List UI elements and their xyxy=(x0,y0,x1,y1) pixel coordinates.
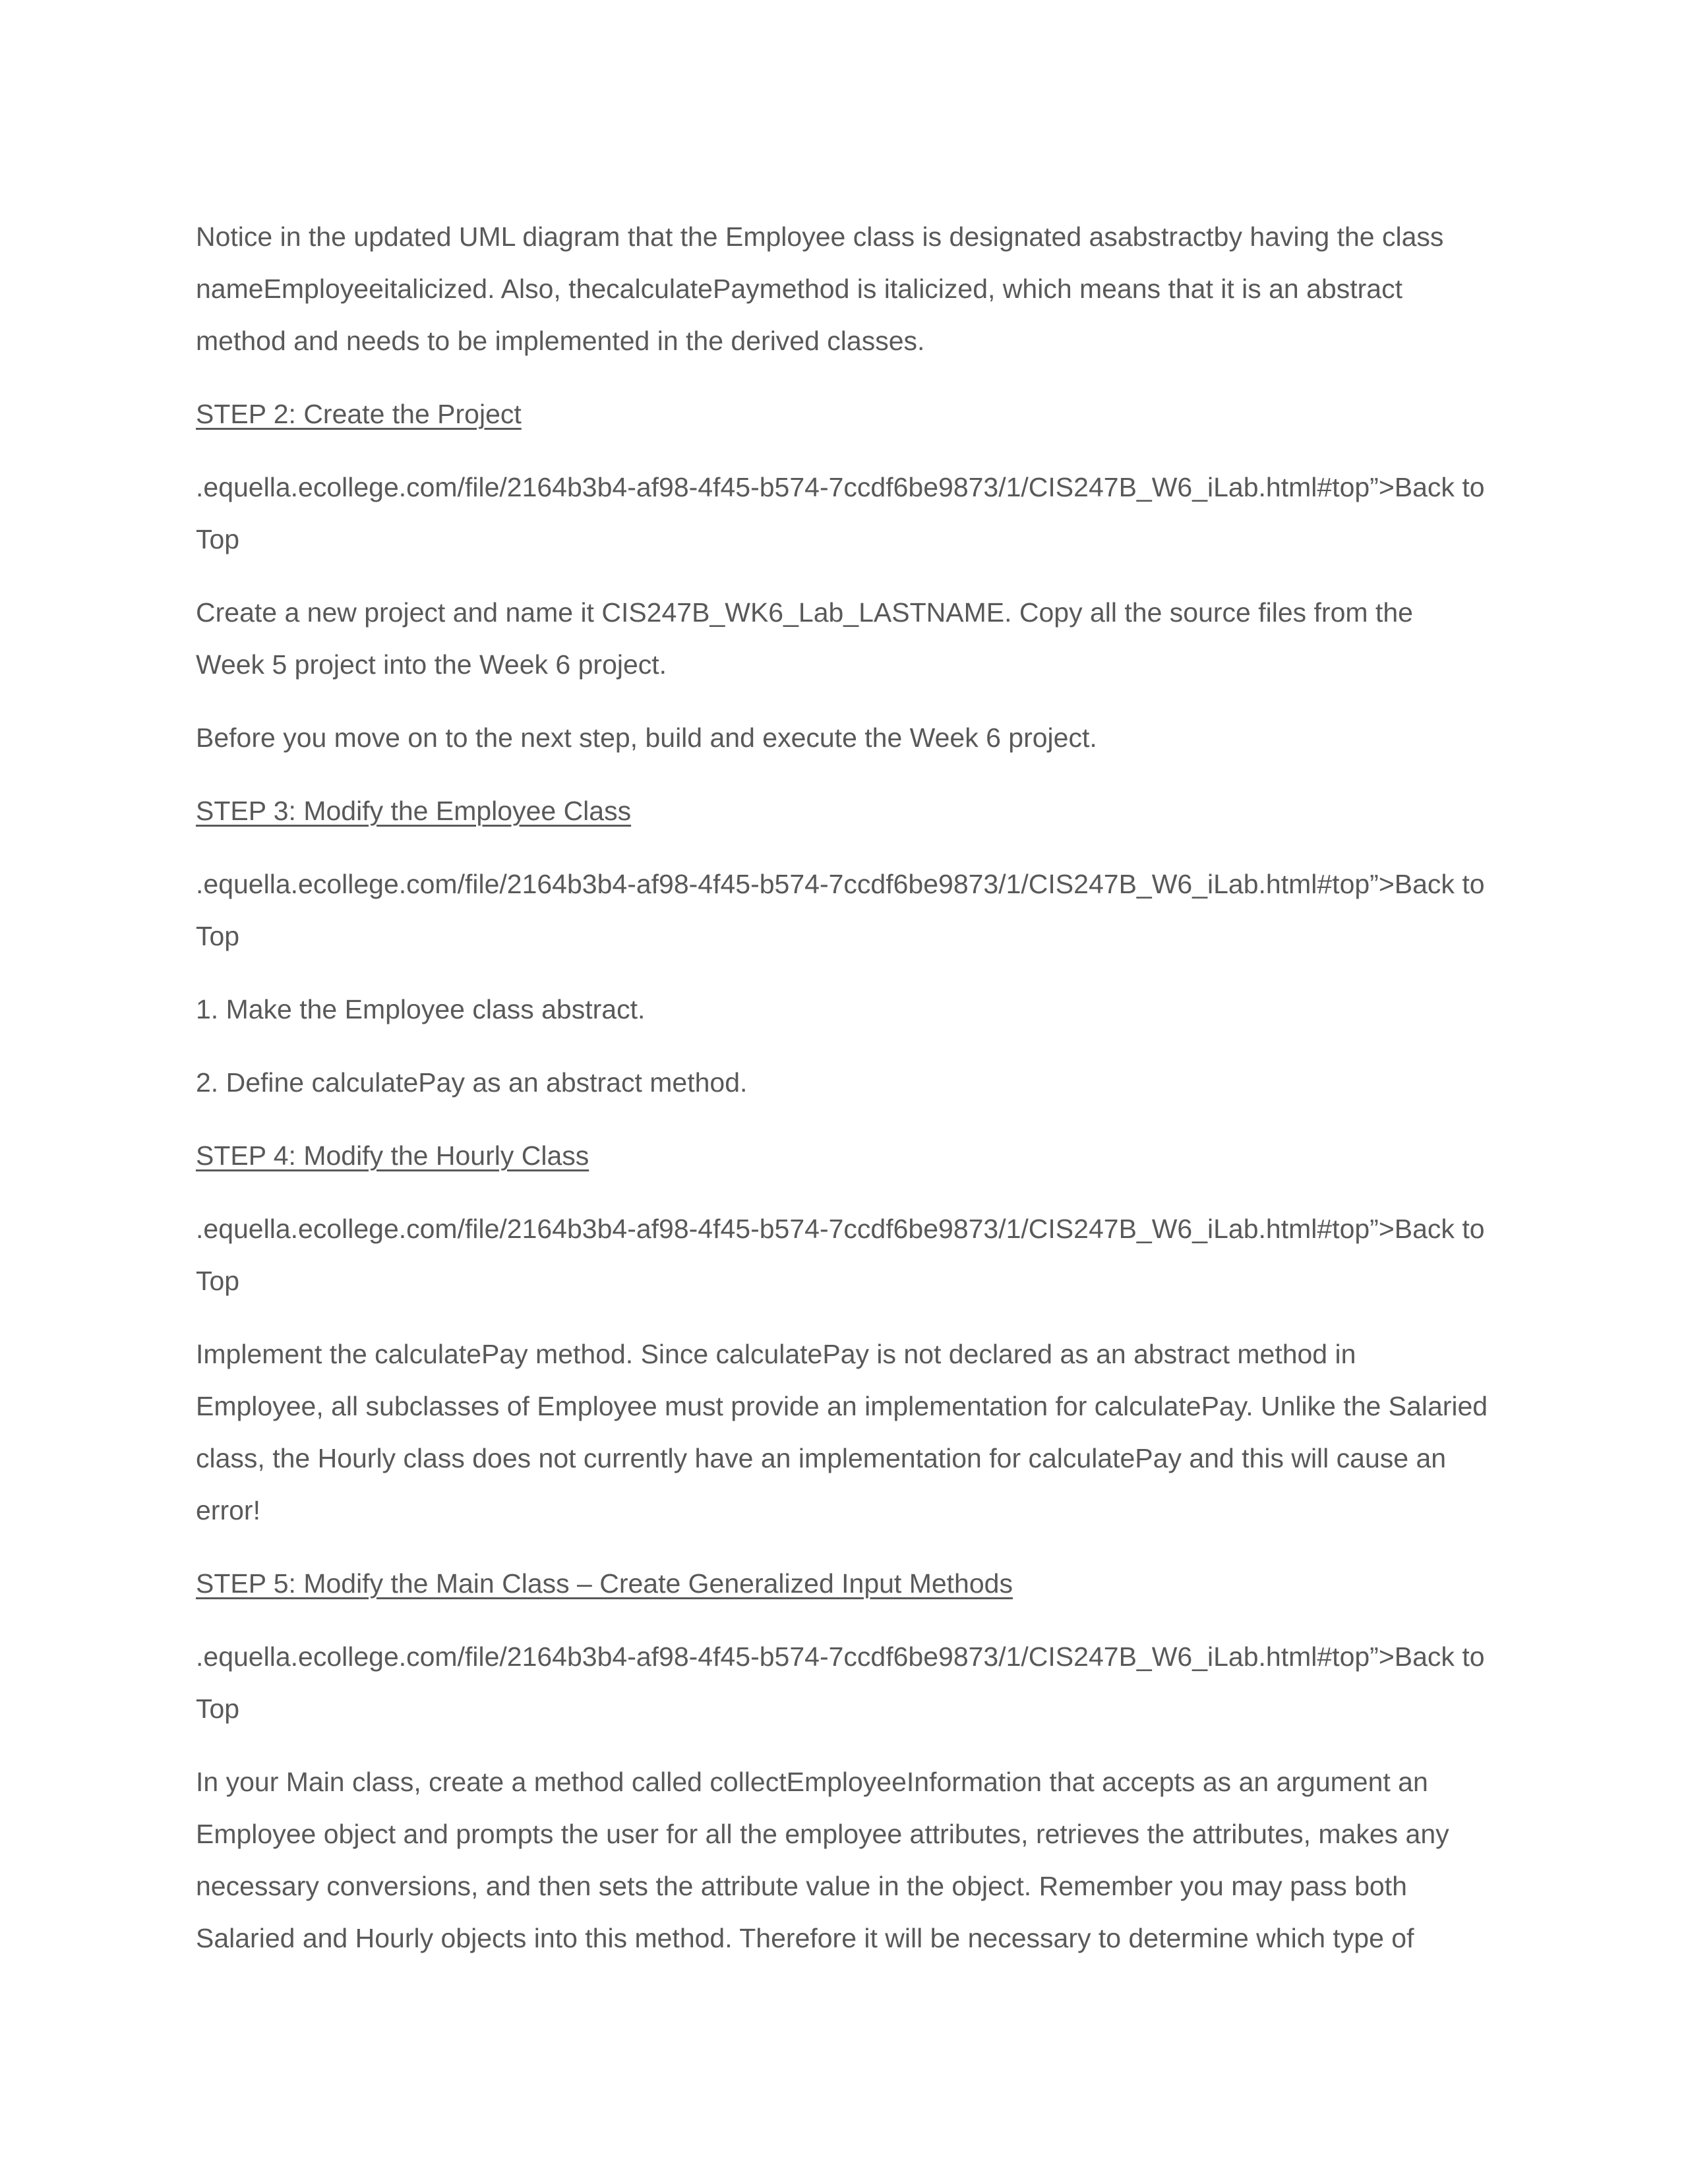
back-to-top-link[interactable]: .equella.ecollege.com/file/2164b3b4-af98-4f45-b574-7ccdf6be9873/1/CIS247B_W6_iLab.html#top”>Back to Top xyxy=(196,1214,1485,1296)
step-2-paragraph: Create a new project and name it CIS247B_WK6_Lab_LASTNAME. Copy all the source files from the Week 5 project into the Week 6 project. xyxy=(196,597,1413,680)
step-3-heading[interactable]: STEP 3: Modify the Employee Class xyxy=(196,796,632,826)
intro-paragraph: Notice in the updated UML diagram that the Employee class is designated asabstractby having the class nameEmployeeitalicized. Also, thecalculatePaymethod is italicized, which means that it is an abstract method and needs to be implemented in the derived classes. xyxy=(196,221,1444,356)
step-5-paragraph: In your Main class, create a method called collectEmployeeInformation that accepts as an argument an Employee object and prompts the user for all the employee attributes, retrieves the attributes, makes any necessary conversions, and then sets the attribute value in the object. Remember you may pass both Salaried and Hourly objects into this method. Therefore it will be necessary to determine which type of xyxy=(196,1767,1449,1953)
step-2-note: Before you move on to the next step, build and execute the Week 6 project. xyxy=(196,723,1097,753)
step-5-heading[interactable]: STEP 5: Modify the Main Class – Create Generalized Input Methods xyxy=(196,1568,1013,1599)
step-4-heading[interactable]: STEP 4: Modify the Hourly Class xyxy=(196,1140,589,1171)
back-to-top-link[interactable]: .equella.ecollege.com/file/2164b3b4-af98-4f45-b574-7ccdf6be9873/1/CIS247B_W6_iLab.html#top”>Back to Top xyxy=(196,869,1485,951)
document-body xyxy=(196,211,1488,1986)
back-to-top-link[interactable]: .equella.ecollege.com/file/2164b3b4-af98-4f45-b574-7ccdf6be9873/1/CIS247B_W6_iLab.html#top”>Back to Top xyxy=(196,472,1485,554)
step-3-list-item-1: 1. Make the Employee class abstract. xyxy=(196,994,646,1024)
step-3-list-item-2: 2. Define calculatePay as an abstract method. xyxy=(196,1067,748,1098)
step-4-paragraph: Implement the calculatePay method. Since calculatePay is not declared as an abstract method in Employee, all subclasses of Employee must provide an implementation for calculatePay. Unlike the Salaried class, the Hourly class does not currently have an implementation for calculatePay and this will cause an error! xyxy=(196,1339,1488,1525)
step-2-heading[interactable]: STEP 2: Create the Project xyxy=(196,399,522,429)
back-to-top-link[interactable]: .equella.ecollege.com/file/2164b3b4-af98-4f45-b574-7ccdf6be9873/1/CIS247B_W6_iLab.html#top”>Back to Top xyxy=(196,1641,1485,1724)
